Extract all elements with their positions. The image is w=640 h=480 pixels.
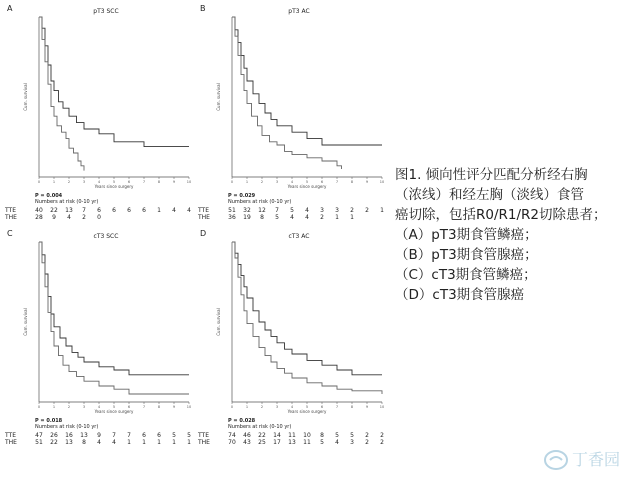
panel-label: B [200, 4, 206, 13]
risk-table-title: Numbers at risk (0-10 yr) [228, 199, 292, 205]
risk-count: 6 [142, 207, 146, 214]
x-tick-label: 9 [365, 405, 369, 409]
risk-count: 12 [258, 207, 266, 214]
risk-count: 22 [50, 207, 58, 214]
x-tick-label: 8 [350, 405, 354, 409]
km-chart-c [5, 228, 195, 453]
risk-count: 7 [275, 207, 279, 214]
risk-count: 4 [305, 207, 309, 214]
x-tick-label: 3 [82, 180, 86, 184]
p-value: P = 0.029 [228, 193, 256, 199]
risk-count: 6 [112, 207, 116, 214]
risk-count: 74 [228, 432, 236, 439]
x-tick-label: 0 [37, 180, 41, 184]
risk-count: 7 [82, 207, 86, 214]
risk-count: 25 [258, 439, 266, 446]
risk-count: 11 [303, 439, 311, 446]
risk-count: 8 [320, 432, 324, 439]
caption-line: （B）pT3期食管腺癌； [395, 247, 538, 263]
risk-count: 51 [228, 207, 236, 214]
watermark-text: 丁香园 [572, 450, 621, 469]
risk-row-label: THE [198, 439, 210, 446]
risk-count: 8 [82, 439, 86, 446]
risk-count: 51 [35, 439, 43, 446]
risk-count: 6 [157, 432, 161, 439]
risk-count: 46 [243, 432, 251, 439]
x-tick-label: 0 [37, 405, 41, 409]
risk-table-title: Numbers at risk (0-10 yr) [35, 424, 99, 430]
risk-count: 13 [65, 207, 73, 214]
risk-count: 2 [82, 214, 86, 221]
x-tick-label: 0 [230, 180, 234, 184]
risk-count: 2 [380, 432, 384, 439]
x-tick-label: 6 [320, 180, 324, 184]
risk-count: 5 [320, 439, 324, 446]
x-tick-label: 0 [230, 405, 234, 409]
y-axis-label: Cum. survival [216, 308, 221, 336]
km-chart-b [198, 3, 388, 228]
x-tick-label: 4 [290, 405, 294, 409]
risk-count: 22 [258, 432, 266, 439]
x-tick-label: 5 [112, 405, 116, 409]
risk-row-label: TTE [198, 432, 210, 439]
risk-row-label: TTE [198, 207, 210, 214]
risk-count: 11 [288, 432, 296, 439]
risk-count: 3 [350, 439, 354, 446]
risk-count: 14 [273, 432, 281, 439]
x-tick-label: 10 [379, 405, 385, 409]
risk-count: 8 [260, 214, 264, 221]
risk-count: 9 [97, 432, 101, 439]
risk-count: 5 [290, 207, 294, 214]
x-tick-label: 2 [260, 405, 264, 409]
x-tick-label: 6 [127, 180, 131, 184]
risk-count: 4 [187, 207, 191, 214]
risk-count: 5 [172, 432, 176, 439]
risk-count: 1 [350, 214, 354, 221]
risk-count: 1 [335, 214, 339, 221]
figure-caption [395, 165, 635, 305]
risk-count: 2 [365, 439, 369, 446]
risk-count: 32 [243, 207, 251, 214]
chart-title: pT3 AC [288, 8, 310, 15]
risk-count: 5 [275, 214, 279, 221]
risk-count: 10 [303, 432, 311, 439]
risk-count: 1 [380, 207, 384, 214]
chart-title: cT3 AC [288, 233, 310, 240]
panel-c [5, 228, 195, 453]
x-tick-label: 3 [275, 180, 279, 184]
y-axis-label: Cum. survival [23, 308, 28, 336]
risk-count: 5 [350, 432, 354, 439]
x-tick-label: 5 [112, 180, 116, 184]
x-axis-label: Years since surgery [94, 409, 134, 414]
x-tick-label: 7 [335, 405, 339, 409]
x-tick-label: 9 [172, 180, 176, 184]
risk-count: 70 [228, 439, 236, 446]
x-tick-label: 5 [305, 405, 309, 409]
risk-count: 4 [97, 439, 101, 446]
risk-count: 43 [243, 439, 251, 446]
risk-count: 5 [187, 432, 191, 439]
risk-count: 1 [172, 439, 176, 446]
risk-row-label: TTE [5, 207, 17, 214]
panel-b [198, 3, 388, 228]
p-value: P = 0.028 [228, 418, 256, 424]
risk-count: 4 [335, 439, 339, 446]
risk-count: 3 [320, 207, 324, 214]
risk-count: 47 [35, 432, 43, 439]
x-axis-label: Years since surgery [94, 184, 134, 189]
x-tick-label: 10 [186, 405, 192, 409]
p-value: P = 0.018 [35, 418, 63, 424]
watermark-logo [542, 444, 634, 476]
x-tick-label: 10 [379, 180, 385, 184]
x-tick-label: 10 [186, 180, 192, 184]
risk-count: 1 [142, 439, 146, 446]
caption-line: （C）cT3期食管鳞癌； [395, 267, 537, 283]
risk-row-label: THE [5, 214, 17, 221]
x-tick-label: 3 [82, 405, 86, 409]
risk-count: 3 [335, 207, 339, 214]
risk-count: 4 [305, 214, 309, 221]
panel-label: C [7, 229, 13, 238]
x-tick-label: 6 [320, 405, 324, 409]
risk-count: 4 [290, 214, 294, 221]
x-axis-label: Years since surgery [287, 409, 327, 414]
km-chart-a [5, 3, 195, 228]
chart-title: cT3 SCC [93, 233, 119, 240]
x-tick-label: 8 [350, 180, 354, 184]
risk-count: 1 [187, 439, 191, 446]
x-tick-label: 7 [142, 180, 146, 184]
x-tick-label: 2 [260, 180, 264, 184]
risk-count: 6 [127, 207, 131, 214]
caption-line: （A）pT3期食管鳞癌； [395, 227, 538, 243]
risk-count: 1 [127, 439, 131, 446]
risk-count: 5 [335, 432, 339, 439]
survival-curve-the [39, 17, 84, 171]
survival-curve-tte [232, 17, 382, 145]
risk-count: 17 [273, 439, 281, 446]
risk-count: 7 [112, 432, 116, 439]
survival-curve-the [232, 17, 342, 169]
risk-count: 6 [97, 207, 101, 214]
risk-count: 2 [320, 214, 324, 221]
panel-d [198, 228, 388, 453]
y-axis-label: Cum. survival [23, 83, 28, 111]
risk-count: 13 [288, 439, 296, 446]
x-tick-label: 7 [142, 405, 146, 409]
risk-count: 4 [67, 214, 71, 221]
x-tick-label: 4 [97, 405, 101, 409]
caption-line: （D）cT3期食管腺癌 [395, 287, 525, 303]
risk-count: 2 [365, 207, 369, 214]
risk-count: 2 [380, 439, 384, 446]
x-tick-label: 1 [245, 180, 249, 184]
survival-curve-tte [39, 242, 189, 375]
x-tick-label: 3 [275, 405, 279, 409]
risk-row-label: THE [198, 214, 210, 221]
x-tick-label: 8 [157, 180, 161, 184]
risk-count: 0 [97, 214, 101, 221]
risk-count: 4 [172, 207, 176, 214]
risk-count: 16 [65, 432, 73, 439]
x-tick-label: 1 [52, 405, 56, 409]
risk-table-title: Numbers at risk (0-10 yr) [228, 424, 292, 430]
risk-count: 7 [127, 432, 131, 439]
risk-count: 2 [350, 207, 354, 214]
x-tick-label: 1 [52, 180, 56, 184]
x-axis-label: Years since surgery [287, 184, 327, 189]
survival-curve-tte [232, 242, 382, 375]
risk-count: 1 [157, 439, 161, 446]
panel-label: A [7, 4, 13, 13]
x-tick-label: 2 [67, 180, 71, 184]
x-tick-label: 1 [245, 405, 249, 409]
risk-count: 22 [50, 439, 58, 446]
x-tick-label: 8 [157, 405, 161, 409]
km-chart-d [198, 228, 388, 453]
caption-line: 图1. 倾向性评分匹配分析经右胸 [395, 167, 588, 183]
risk-count: 9 [52, 214, 56, 221]
caption-line: （浓线）和经左胸（淡线）食管 [395, 187, 584, 203]
panel-label: D [200, 229, 207, 238]
risk-row-label: TTE [5, 432, 17, 439]
risk-count: 6 [142, 432, 146, 439]
survival-curve-the [232, 242, 382, 394]
risk-count: 13 [80, 432, 88, 439]
risk-count: 19 [243, 214, 251, 221]
p-value: P = 0.004 [35, 193, 63, 199]
risk-count: 26 [50, 432, 58, 439]
risk-count: 40 [35, 207, 43, 214]
x-tick-label: 6 [127, 405, 131, 409]
x-tick-label: 9 [365, 180, 369, 184]
chart-title: pT3 SCC [93, 8, 119, 15]
y-axis-label: Cum. survival [216, 83, 221, 111]
risk-count: 13 [65, 439, 73, 446]
x-tick-label: 5 [305, 180, 309, 184]
x-tick-label: 7 [335, 180, 339, 184]
risk-count: 28 [35, 214, 43, 221]
risk-count: 4 [112, 439, 116, 446]
panel-a [5, 3, 195, 228]
risk-table-title: Numbers at risk (0-10 yr) [35, 199, 99, 205]
survival-curve-the [39, 242, 189, 394]
risk-count: 36 [228, 214, 236, 221]
risk-row-label: THE [5, 439, 17, 446]
x-tick-label: 2 [67, 405, 71, 409]
risk-count: 2 [365, 432, 369, 439]
x-tick-label: 9 [172, 405, 176, 409]
x-tick-label: 4 [97, 180, 101, 184]
x-tick-label: 4 [290, 180, 294, 184]
risk-count: 1 [157, 207, 161, 214]
caption-line: 癌切除，包括R0/R1/R2切除患者； [395, 207, 607, 223]
